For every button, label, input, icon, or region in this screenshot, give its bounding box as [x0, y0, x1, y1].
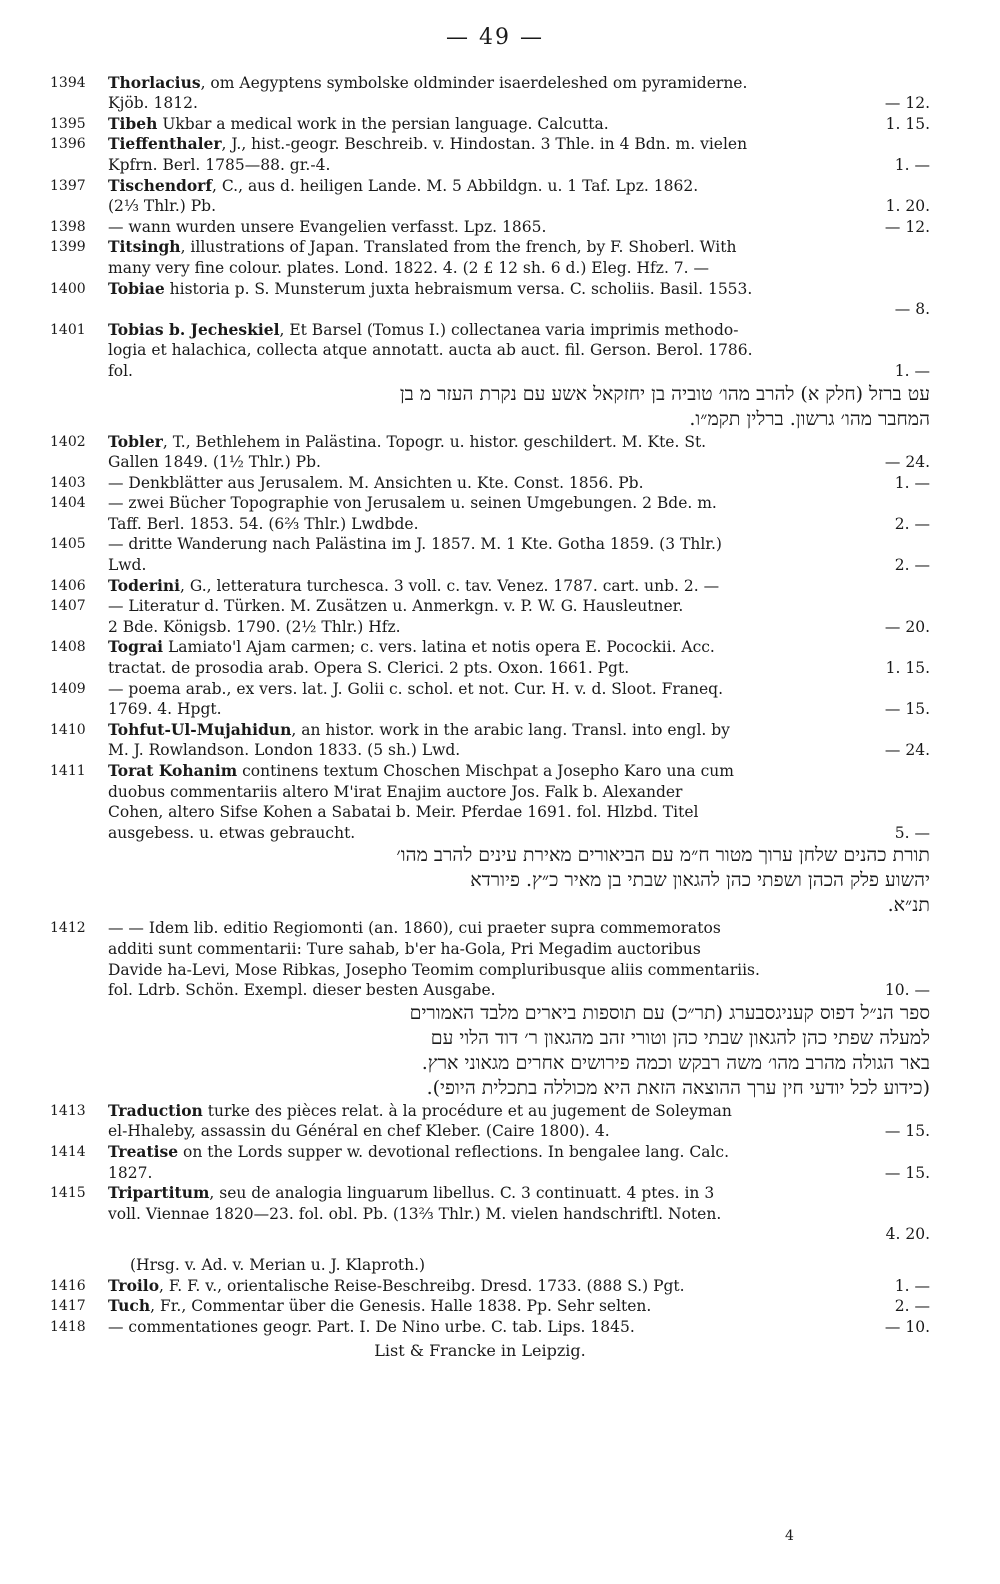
entry-number: 1414 [50, 1143, 86, 1160]
entry-line [50, 473, 950, 494]
entry-text: Tripartitum, seu de analogia linguarum libellus. C. 3 continuatt. 4 ptes. in 3 [108, 1183, 715, 1203]
catalog-entry [50, 279, 950, 320]
catalog-entry [50, 1317, 950, 1338]
catalog-entry [50, 493, 950, 534]
entry-line [50, 1296, 950, 1317]
entry-line [50, 93, 950, 114]
entry-line [50, 740, 950, 761]
entry-line [50, 823, 950, 844]
entry-text: — dritte Wanderung nach Palästina im J. 1857. M. 1 Kte. Gotha 1859. (3 Thlr.) [108, 535, 722, 554]
entry-text: — Denkblätter aus Jerusalem. M. Ansichten u. Kte. Const. 1856. Pb. [108, 473, 644, 492]
entry-text: el-Hhaleby, assassin du Général en chef Kleber. (Caire 1800). 4. [108, 1122, 610, 1141]
entry-line [50, 1142, 950, 1163]
entry-text: Tohfut-Ul-Mujahidun, an histor. work in the arabic lang. Transl. into engl. by [108, 719, 730, 739]
entry-number: 1418 [50, 1318, 86, 1335]
entry-text: additi sunt commentarii: Ture sahab, b'er ha-Gola, Pri Megadim auctoribus [108, 939, 701, 958]
entry-price: 1. 15. [885, 114, 930, 133]
publisher-imprint: List & Francke in Leipzig. [374, 1341, 586, 1361]
entry-heading: Thorlacius [108, 72, 201, 92]
catalog-entry [50, 596, 950, 637]
entry-price: 2. — [894, 514, 930, 533]
entry-line [50, 802, 950, 823]
entry-number: 1406 [50, 577, 86, 594]
entry-text: Tobiae historia p. S. Munsterum juxta hebraismum versa. C. scholiis. Basil. 1553. [108, 278, 753, 298]
entry-line [50, 960, 950, 981]
entry-line [50, 1163, 950, 1184]
catalog-entry [50, 1296, 950, 1317]
entry-text: — Literatur d. Türken. M. Zusätzen u. Anmerkgn. v. P. W. G. Hausleutner. [108, 597, 684, 616]
entry-price: 2. — [894, 1297, 930, 1316]
entry-line [50, 258, 950, 279]
entry-text: Tuch, Fr., Commentar über die Genesis. Halle 1838. Pp. Sehr selten. [108, 1296, 652, 1316]
entry-number: 1403 [50, 474, 86, 491]
entry-heading: Tobias b. Jecheskiel [108, 319, 280, 339]
entry-number: 1400 [50, 280, 86, 297]
entry-line [50, 1101, 950, 1122]
entry-price: — 12. [884, 94, 930, 113]
entry-text: logia et halachica, collecta atque annotatt. aucta ab auct. fil. Gerson. Berol. 1786. [108, 341, 753, 360]
page-number: — 49 — [446, 25, 544, 50]
entry-text: Tischendorf, C., aus d. heiligen Lande. M. 5 Abbildgn. u. 1 Taf. Lpz. 1862. [108, 175, 699, 195]
entry-price: 1. — [894, 361, 930, 380]
hebrew-title-line: ספר הנ״ל דפוס קעניגסבערג (תר״כ) עם תוספות ביארים מלבד האמורים [409, 1001, 930, 1024]
entry-text: Titsingh, illustrations of Japan. Translated from the french, by F. Shoberl. With [108, 237, 737, 257]
entry-line [50, 782, 950, 803]
entry-number: 1401 [50, 321, 86, 338]
entry-line [50, 73, 950, 94]
entry-text: Torat Kohanim continens textum Choschen Mischpat a Josepho Karo una cum [108, 761, 734, 780]
entry-heading: Titsingh [108, 237, 181, 257]
signature-mark: 4 [785, 1528, 794, 1544]
hebrew-title-line: (כידוע לכל יודעי חין ערך ההוצאה הזאת היא מכוללה בתכלית היופי). [426, 1076, 930, 1099]
catalog-entry [50, 73, 950, 114]
hebrew-title-line: באר הגולה מהרב מהו׳ משה רבקש וכמה פירושים אחרים מגאוני ארץ. [421, 1051, 930, 1074]
entry-price: — 12. [884, 217, 930, 236]
entry-number: 1417 [50, 1298, 86, 1315]
entry-heading: Tograi [108, 637, 164, 657]
entry-number: 1416 [50, 1277, 86, 1294]
catalog-entry [50, 534, 950, 575]
entry-price: — 15. [884, 700, 930, 719]
entry-text: Treatise on the Lords supper w. devotional reflections. In bengalee lang. Calc. [108, 1141, 730, 1161]
entry-line [50, 576, 950, 597]
entry-text: tractat. de prosodia arab. Opera S. Clerici. 2 pts. Oxon. 1661. Pgt. [108, 659, 630, 678]
entry-price: 1. — [894, 473, 930, 492]
catalog-entry [50, 918, 950, 1100]
entry-number: 1409 [50, 680, 86, 697]
entry-number: 1408 [50, 639, 86, 656]
entry-heading: Tuch [108, 1296, 151, 1316]
entry-line [50, 761, 950, 782]
entry-heading: Traduction [108, 1100, 203, 1120]
entry-line [50, 340, 950, 361]
entry-line [50, 320, 950, 341]
entry-number: 1412 [50, 920, 86, 937]
entry-text: Tobler, T., Bethlehem in Palästina. Topogr. u. histor. geschildert. M. Kte. St. [108, 431, 707, 451]
entry-line [50, 432, 950, 453]
entry-text: 1827. [108, 1163, 153, 1182]
catalog-entry [50, 1183, 950, 1245]
entry-heading: Tibeh [108, 113, 158, 133]
entry-line [50, 679, 950, 700]
entry-text: Tograi Lamiato'l Ajam carmen; c. vers. latina et notis opera E. Pocockii. Acc. [108, 637, 715, 657]
entry-text: fol. Ldrb. Schön. Exempl. dieser besten Ausgabe. [108, 981, 496, 1000]
entry-price: 1. — [894, 155, 930, 174]
entry-list [50, 73, 950, 1338]
entry-line [50, 1183, 950, 1204]
catalog-page [50, 20, 950, 1362]
entry-line [50, 176, 950, 197]
entry-line [50, 217, 950, 238]
entry-number: 1394 [50, 74, 86, 91]
entry-price: — 15. [884, 1122, 930, 1141]
hebrew-title-line: תורת כהנים שלחן ערוך מטור ח״מ עם הביאורים מאירת עינים להרב מהו׳ [396, 844, 930, 867]
entry-number: 1407 [50, 598, 86, 615]
entry-text: Troilo, F. F. v., orientalische Reise-Beschreibg. Dresd. 1733. (888 S.) Pgt. [108, 1275, 685, 1295]
entry-text: — poema arab., ex vers. lat. J. Golii c. schol. et not. Cur. H. v. d. Sloot. Franeq. [108, 679, 724, 698]
entry-heading: Tobiae [108, 278, 165, 298]
entry-heading: Tripartitum [108, 1183, 210, 1203]
entry-price: — 24. [884, 453, 930, 472]
entry-number: 1415 [50, 1185, 86, 1202]
editor-note: (Hrsg. v. Ad. v. Merian u. J. Klaproth.) [130, 1255, 426, 1274]
entry-heading: Tischendorf [108, 175, 212, 195]
catalog-entry [50, 1276, 950, 1297]
entry-line [50, 134, 950, 155]
entry-line [50, 617, 950, 638]
entry-text: many very fine colour. plates. Lond. 1822. 4. (2 £ 12 sh. 6 d.) Eleg. Hfz. 7. — [108, 258, 710, 277]
entry-number: 1410 [50, 721, 86, 738]
entry-line [50, 939, 950, 960]
entry-number: 1395 [50, 115, 86, 132]
entry-text: Taff. Berl. 1853. 54. (6⅔ Thlr.) Lwdbde. [108, 514, 419, 533]
entry-line [50, 918, 950, 939]
entry-line [50, 114, 950, 135]
entry-price: 5. — [894, 823, 930, 842]
entry-line [50, 1224, 950, 1245]
entry-number: 1399 [50, 239, 86, 256]
entry-number: 1397 [50, 177, 86, 194]
hebrew-title-line: עט ברזל (חלק א) להרב מהו׳ טוביה בן יחזקאל אשע עם נקרת העזר מ בן [399, 382, 930, 405]
entry-price: 10. — [884, 981, 930, 1000]
entry-number: 1404 [50, 495, 86, 512]
entry-line [50, 1276, 950, 1297]
entry-text: Tieffenthaler, J., hist.-geogr. Beschreib. v. Hindostan. 3 Thle. in 4 Bdn. m. vielen [108, 134, 748, 154]
entry-text: Tibeh Ukbar a medical work in the persian language. Calcutta. [108, 113, 609, 133]
entry-price: — 10. [884, 1317, 930, 1336]
entry-text: Tobias b. Jecheskiel, Et Barsel (Tomus I.) collectanea varia imprimis methodo- [108, 319, 739, 339]
catalog-entry [50, 432, 950, 473]
entry-text: (2⅓ Thlr.) Pb. [108, 197, 217, 216]
catalog-entry [50, 720, 950, 761]
entry-line [50, 155, 950, 176]
hebrew-title-line: יהשוע פלק הכהן ושפתי כהן להגאון שבתי בן מאיר כ״ץ. פיורדא [470, 869, 930, 892]
hebrew-title-line: המחבר מהו׳ גרשון. ברלין תקמ״ו. [689, 407, 930, 430]
entry-line [50, 720, 950, 741]
entry-text: Traduction turke des pièces relat. à la procédure et au jugement de Soleyman [108, 1100, 732, 1120]
entry-price: 1. 20. [885, 197, 930, 216]
catalog-entry [50, 679, 950, 720]
entry-line [50, 699, 950, 720]
entry-text: — — Idem lib. editio Regiomonti (an. 1860), cui praeter supra commemoratos [108, 919, 721, 938]
entry-text: Kpfrn. Berl. 1785—88. gr.-4. [108, 155, 331, 174]
catalog-entry [50, 320, 950, 432]
hebrew-title-line: תנ״א. [887, 894, 930, 917]
catalog-entry [50, 637, 950, 678]
entry-heading: Torat Kohanim [108, 761, 238, 780]
entry-heading: Tobler [108, 431, 163, 451]
entry-number: 1398 [50, 218, 86, 235]
entry-line [50, 637, 950, 658]
entry-line [50, 1121, 950, 1142]
entry-text: Davide ha-Levi, Mose Ribkas, Josepho Teomim compluribusque aliis commentariis. [108, 960, 760, 979]
entry-text: — wann wurden unsere Evangelien verfasst. Lpz. 1865. [108, 217, 547, 236]
entry-line [50, 1204, 950, 1225]
entry-price: 1. 15. [885, 659, 930, 678]
catalog-entry [50, 134, 950, 175]
catalog-entry [50, 1101, 950, 1142]
entry-line [50, 658, 950, 679]
entry-price: 4. 20. [885, 1225, 930, 1244]
entry-text: — commentationes geogr. Part. I. De Nino urbe. C. tab. Lips. 1845. [108, 1317, 635, 1336]
entry-price: — 8. [894, 300, 930, 319]
entry-text [108, 299, 885, 320]
catalog-entry [50, 217, 950, 238]
entry-line [50, 596, 950, 617]
entry-heading: Tohfut-Ul-Mujahidun [108, 719, 292, 739]
hebrew-title-line: למעלה שפתי כהן להגאון שבתי כהן וטורי זהב מהגאון ר׳ דוד הלוי עם [430, 1026, 930, 1049]
entry-text: ausgebess. u. etwas gebraucht. [108, 823, 356, 842]
entry-heading: Troilo [108, 1275, 160, 1295]
entry-price: 1. — [894, 1276, 930, 1295]
catalog-entry [50, 473, 950, 494]
entry-text: 2 Bde. Königsb. 1790. (2½ Thlr.) Hfz. [108, 617, 401, 636]
entry-line [50, 299, 950, 320]
entry-line [50, 1317, 950, 1338]
catalog-entry [50, 761, 950, 918]
entry-text: Kjöb. 1812. [108, 94, 198, 113]
entry-text: fol. [108, 361, 133, 380]
entry-text: Toderini, G., letteratura turchesca. 3 voll. c. tav. Venez. 1787. cart. unb. 2. — [108, 575, 720, 595]
entry-number: 1396 [50, 136, 86, 153]
entry-price: — 15. [884, 1163, 930, 1182]
catalog-entry [50, 237, 950, 278]
entry-number: 1402 [50, 433, 86, 450]
entry-text: — zwei Bücher Topographie von Jerusalem u. seinen Umgebungen. 2 Bde. m. [108, 494, 717, 513]
entry-line [50, 514, 950, 535]
entry-text: 1769. 4. Hpgt. [108, 700, 222, 719]
catalog-entry [50, 114, 950, 135]
entry-price: — 20. [884, 617, 930, 636]
entry-text: Cohen, altero Sifse Kohen a Sabatai b. Meir. Pferdae 1691. fol. Hlzbd. Titel [108, 803, 699, 822]
entry-line [50, 361, 950, 382]
entry-line [50, 279, 950, 300]
catalog-entry [50, 176, 950, 217]
entry-text: Gallen 1849. (1½ Thlr.) Pb. [108, 453, 321, 472]
entry-number: 1413 [50, 1102, 86, 1119]
entry-text [108, 1224, 876, 1245]
entry-text: voll. Viennae 1820—23. fol. obl. Pb. (13⅔ Thlr.) M. vielen handschriftl. Noten. [108, 1204, 722, 1223]
entry-number: 1405 [50, 536, 86, 553]
entry-text: Lwd. [108, 556, 147, 575]
catalog-entry [50, 576, 950, 597]
entry-line [50, 980, 950, 1001]
entry-line [50, 493, 950, 514]
entry-text: M. J. Rowlandson. London 1833. (5 sh.) Lwd. [108, 741, 461, 760]
entry-line [50, 534, 950, 555]
entry-line [50, 237, 950, 258]
entry-line [50, 452, 950, 473]
entry-number: 1411 [50, 763, 86, 779]
entry-text: duobus commentariis altero M'irat Enajim auctore Jos. Falk b. Alexander [108, 782, 683, 801]
entry-line [50, 555, 950, 576]
entry-heading: Treatise [108, 1141, 179, 1161]
entry-heading: Tieffenthaler [108, 134, 222, 154]
entry-price: 2. — [894, 556, 930, 575]
entry-line [50, 196, 950, 217]
entry-text: Thorlacius, om Aegyptens symbolske oldminder isaerdeleshed om pyramiderne. [108, 72, 748, 92]
catalog-entry [50, 1142, 950, 1183]
entry-heading: Toderini [108, 575, 181, 595]
entry-price: — 24. [884, 741, 930, 760]
